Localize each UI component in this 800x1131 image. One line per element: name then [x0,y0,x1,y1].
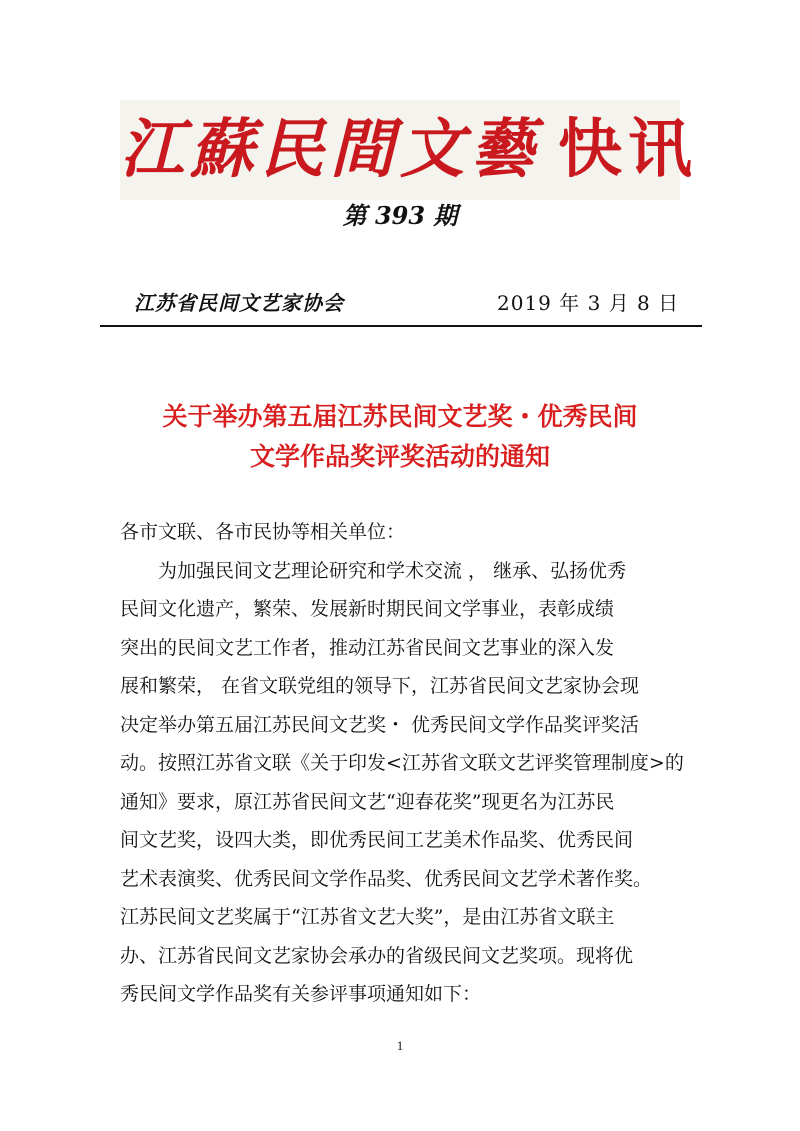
masthead-banner [120,100,698,200]
body-line: 通知》要求，原江苏省民间文艺“迎春花奖”现更名为江苏民 [120,790,615,813]
notice-title-line-2: 文学作品奖评奖活动的通知 [249,442,550,471]
header-divider [100,325,702,327]
notice-title [0,397,800,477]
body-line: 民间文化遗产，繁荣、发展新时期民间文学事业，表彰成绩 [120,598,615,620]
masthead-title-main: 江蘇民間文藝 [120,112,540,187]
publisher-organization: 江苏省民间文艺家协会 [134,291,344,315]
publication-date: 2019 年 3 月 8 日 [497,291,680,315]
notice-body [120,513,700,1014]
body-line: 艺术表演奖、优秀民间文学作品奖、优秀民间文艺学术著作奖。 [120,867,653,890]
body-line: 动。按照江苏省文联《关于印发<江苏省文联文艺评奖管理制度>的 [120,752,684,774]
body-line: 决定举办第五届江苏民间文艺奖・ 优秀民间文学作品奖评奖活 [120,713,640,736]
notice-title-line-1: 关于举办第五届江苏民间文艺奖・优秀民间 [162,402,638,431]
masthead-title [120,108,698,192]
body-line: 秀民间文学作品奖有关参评事项通知如下： [120,983,482,1005]
body-line: 展和繁荣， 在省文联党组的领导下，江苏省民间文艺家协会现 [120,675,640,697]
issue-number: 第 393 期 [342,201,458,230]
body-line: 为加强民间文艺理论研究和学术交流 ， 继承、弘扬优秀 [120,559,627,582]
salutation: 各市文联、各市民协等相关单位： [120,521,406,543]
body-line: 办、江苏省民间文艺家协会承办的省级民间文艺奖项。现将优 [120,944,634,967]
masthead-title-subtitle: 快讯 [558,112,698,187]
body-line: 突出的民间文艺工作者，推动江苏省民间文艺事业的深入发 [120,636,615,659]
page-number: 1 [396,1038,404,1053]
body-line: 间文艺奖，设四大类，即优秀民间工艺美术作品奖、优秀民间 [120,829,634,851]
body-line: 江苏民间文艺奖属于“江苏省文艺大奖”，是由江苏省文联主 [120,906,615,928]
